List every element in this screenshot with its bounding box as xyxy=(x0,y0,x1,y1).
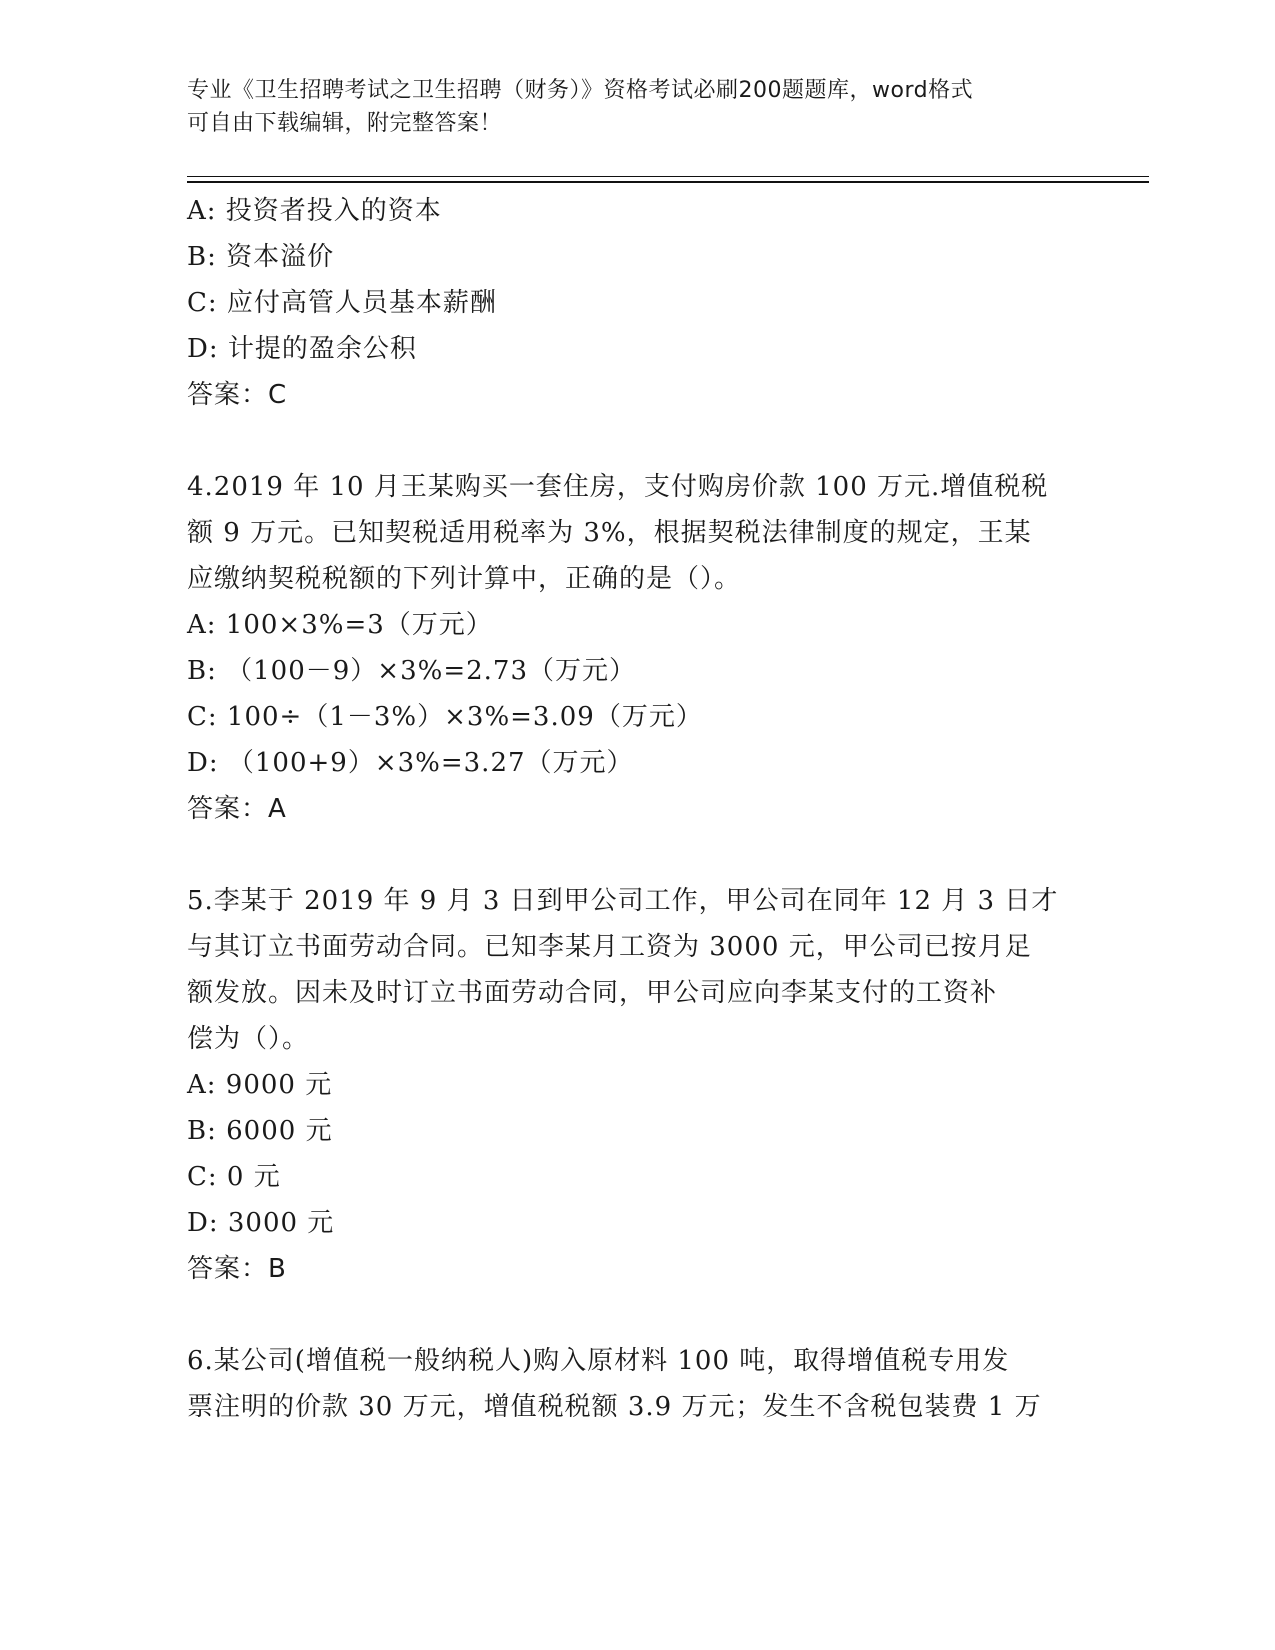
question-stem-line: 偿为（）。 xyxy=(187,1024,310,1054)
option-b: B: （100－9）×3%=2.73（万元） xyxy=(187,656,637,686)
option-c: C: 100÷（1－3%）×3%=3.09（万元） xyxy=(187,702,703,732)
option-b: B: 6000 元 xyxy=(187,1116,333,1146)
question-stem-line: 与其订立书面劳动合同。已知李某月工资为 3000 元，甲公司已按月足 xyxy=(187,932,1032,962)
answer-line: 答案：C xyxy=(187,380,288,410)
option-c: C: 0 元 xyxy=(187,1162,281,1192)
document-header xyxy=(187,74,1067,140)
header-line-1: 专业《卫生招聘考试之卫生招聘（财务）》资格考试必刷200题题库，word格式 xyxy=(187,78,974,103)
answer-line: 答案：A xyxy=(187,794,287,824)
question-6 xyxy=(187,1338,1087,1430)
option-d: D: （100+9）×3%=3.27（万元） xyxy=(187,748,634,778)
option-d: D: 计提的盈余公积 xyxy=(187,334,417,364)
header-line-2: 可自由下载编辑，附完整答案！ xyxy=(187,111,503,136)
spacer xyxy=(187,418,1087,464)
header-divider-thick xyxy=(187,181,1149,183)
option-a: A: 投资者投入的资本 xyxy=(187,196,442,226)
question-stem-line: 额 9 万元。已知契税适用税率为 3%，根据契税法律制度的规定，王某 xyxy=(187,518,1032,548)
document-body xyxy=(187,188,1087,1430)
option-d: D: 3000 元 xyxy=(187,1208,335,1238)
spacer xyxy=(187,1292,1087,1338)
spacer xyxy=(187,832,1087,878)
answer-line: 答案：B xyxy=(187,1254,287,1284)
question-stem-line: 票注明的价款 30 万元，增值税税额 3.9 万元；发生不含税包装费 1 万 xyxy=(187,1392,1042,1422)
option-a: A: 9000 元 xyxy=(187,1070,333,1100)
option-c: C: 应付高管人员基本薪酬 xyxy=(187,288,497,318)
question-stem-line: 4.2019 年 10 月王某购买一套住房，支付购房价款 100 万元.增值税税 xyxy=(187,472,1049,502)
option-a: A: 100×3%=3（万元） xyxy=(187,610,493,640)
question-stem-line: 额发放。因未及时订立书面劳动合同，甲公司应向李某支付的工资补 xyxy=(187,978,998,1008)
question-4 xyxy=(187,464,1087,832)
header-divider-thin xyxy=(187,176,1149,177)
question-5 xyxy=(187,878,1087,1292)
question-stem-line: 6.某公司(增值税一般纳税人)购入原材料 100 吨，取得增值税专用发 xyxy=(187,1346,1010,1376)
question-3 xyxy=(187,188,1087,418)
question-stem-line: 5.李某于 2019 年 9 月 3 日到甲公司工作，甲公司在同年 12 月 3 日才 xyxy=(187,886,1059,916)
option-b: B: 资本溢价 xyxy=(187,242,335,272)
question-stem-line: 应缴纳契税税额的下列计算中，正确的是（）。 xyxy=(187,564,742,594)
